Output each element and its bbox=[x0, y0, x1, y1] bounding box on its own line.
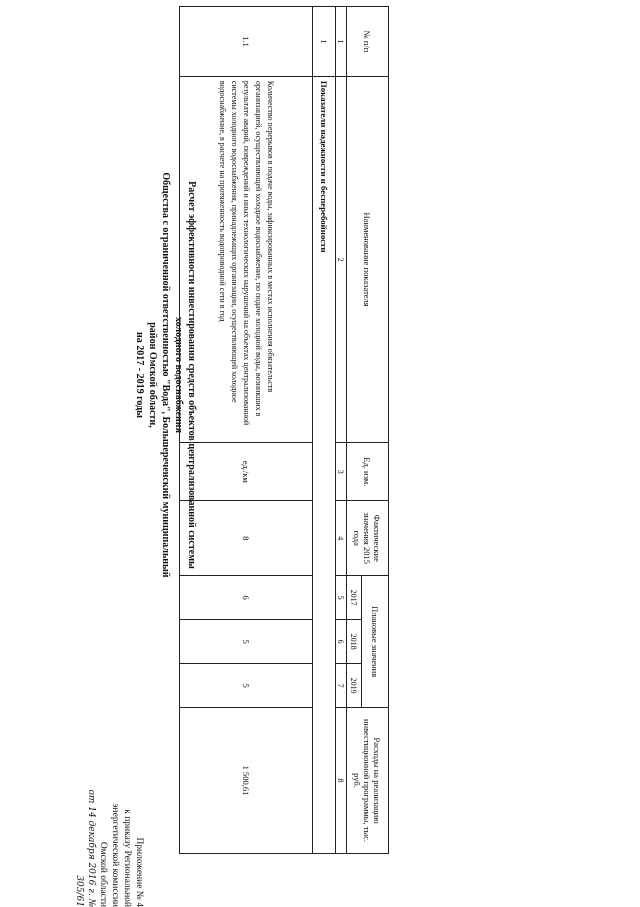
row-actual-2015: 8 bbox=[180, 501, 313, 576]
appendix-block bbox=[73, 777, 145, 907]
col-number: 5 bbox=[336, 576, 347, 620]
row-expenses: 1 500,61 bbox=[180, 708, 313, 854]
header-year-2017: 2017 bbox=[347, 576, 362, 620]
col-number: 1 bbox=[336, 7, 347, 77]
row-unit: ед./км bbox=[180, 443, 313, 501]
row-plan-2018: 5 bbox=[180, 620, 313, 664]
header-name: Наименование показателя bbox=[347, 76, 389, 442]
row-plan-2017: 6 bbox=[180, 576, 313, 620]
col-number: 3 bbox=[336, 443, 347, 501]
header-expenses: Расходы на реализацию инвестиционной программы, тыс. руб. bbox=[347, 708, 389, 854]
table-row bbox=[180, 7, 313, 854]
table-header-row bbox=[362, 7, 389, 854]
appendix-line-4: Омской области bbox=[98, 841, 108, 907]
header-unit: Ед. изм. bbox=[347, 443, 389, 501]
indicators-table bbox=[179, 6, 389, 854]
section-num: 1 bbox=[313, 7, 336, 77]
col-number: 8 bbox=[336, 708, 347, 854]
header-actual: Фактические значения 2015 года bbox=[347, 501, 389, 576]
title-line-3: на 2017 - 2019 годы bbox=[134, 332, 145, 418]
column-numbers-row bbox=[336, 7, 347, 854]
col-number: 2 bbox=[336, 76, 347, 442]
header-year-2018: 2018 bbox=[347, 620, 362, 664]
row-num: 1.1 bbox=[180, 7, 313, 77]
title-line-2: Общества с ограниченной ответственностью "Вода", Большереченский муниципальный район Омской области, bbox=[147, 172, 171, 578]
col-number: 4 bbox=[336, 501, 347, 576]
row-plan-2019: 5 bbox=[180, 664, 313, 708]
section-label: Показатели надежности и бесперебойности bbox=[313, 76, 336, 853]
appendix-line-1: Приложение № 4 bbox=[134, 837, 144, 907]
row-indicator-name: Количество перерывов в подаче воды, зафиксированных в местах исполнения обязательств организацией, осуществляющей холодное водоснабжение, по подаче холодной воды, возникших в результате аварий, повреждений и иных технологических нарушений на объектах централизованной системы холодного водоснабжения, принадлежащих организации, осуществляющей холодное водоснабжение, в расчете на протяженность водопроводной сети в год bbox=[180, 76, 313, 442]
appendix-line-3: энергетической комиссии bbox=[110, 803, 120, 907]
header-year-2019: 2019 bbox=[347, 664, 362, 708]
col-number: 7 bbox=[336, 664, 347, 708]
col-number: 6 bbox=[336, 620, 347, 664]
appendix-line-2: к приказу Региональной bbox=[122, 809, 132, 907]
header-planned: Плановые значения bbox=[362, 576, 389, 708]
appendix-date-number: от 14 декабря 2016 г. № 305/61 bbox=[74, 789, 96, 907]
section-row bbox=[313, 7, 336, 854]
title-line-1: Расчет эффективности инвестирования средств объектов централизованной системы холодного водоснабжения bbox=[173, 181, 197, 569]
header-num: № п/п bbox=[347, 7, 389, 77]
